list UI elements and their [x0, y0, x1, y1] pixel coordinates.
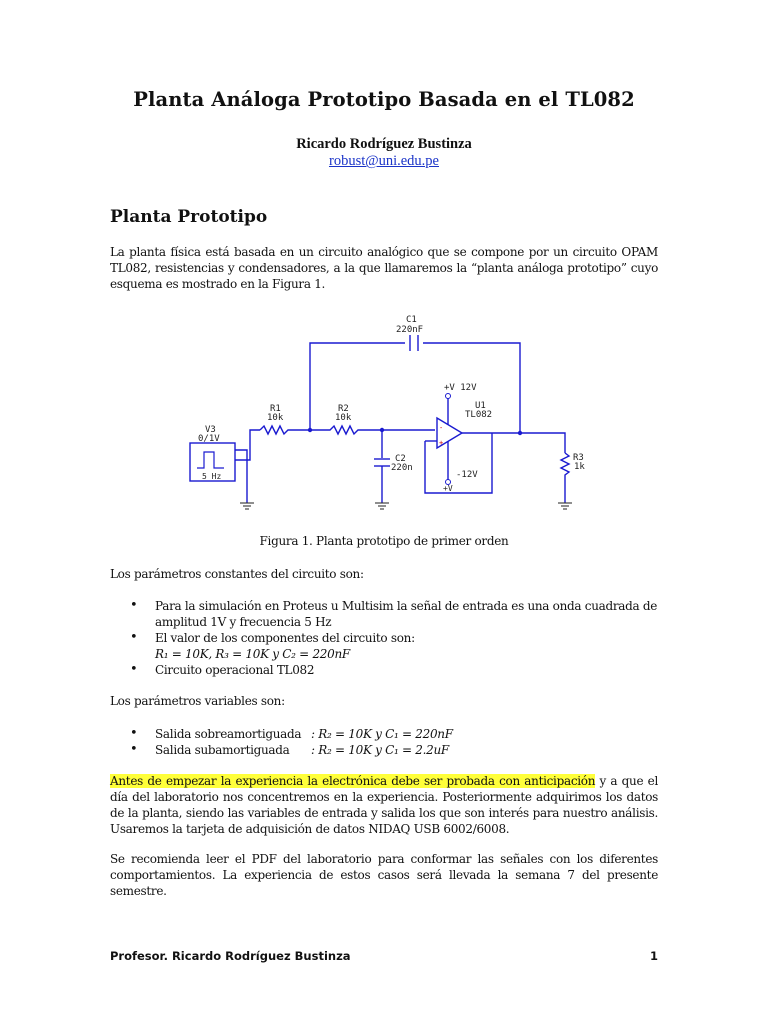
variables-item-2-label: Salida subamortiguada	[155, 743, 290, 757]
intro-paragraph: La planta física está basada en un circuito analógico que se compone por un circuito OPAM TL082, resistencias y condensadores, a la que llamaremos la “planta análoga prototipo” cuyo esquema es mostrado en la Figura 1.	[110, 245, 658, 291]
procedure-paragraph	[110, 773, 658, 837]
v3-value: 0/1V	[198, 434, 220, 444]
list-item	[110, 662, 658, 678]
highlighted-warning: Antes de empezar la experiencia la electrónica debe ser probada con anticipación	[110, 774, 596, 788]
list-item	[110, 726, 658, 742]
v3-frequency: 5 Hz	[202, 472, 222, 481]
list-item	[110, 742, 658, 758]
c1-name: C1	[406, 315, 417, 325]
author-name: Ricardo Rodríguez Bustinza	[296, 136, 472, 152]
r1-name: R1	[270, 404, 281, 414]
vneg-label: -12V	[456, 470, 478, 480]
variables-item-1-math: : R₂ = 10K y C₁ = 220nF	[311, 727, 453, 741]
constants-item-2: El valor de los componentes del circuito son:	[155, 631, 415, 645]
r3-value: 1k	[574, 462, 585, 472]
vneg-symbol: +V	[443, 484, 453, 493]
procedure-paragraph-rest: y a que el día del laboratorio nos concentremos en la experiencia. Posteriormente adquirimos los datos de la planta, siendo las variables de entrada y salida los que son interés para nuestro análisis. Usaremos la tarjeta de adquisición de datos NIDAQ USB 6002/6008.	[110, 774, 659, 836]
author-email-link[interactable]: robust@uni.edu.pe	[328, 153, 439, 169]
page-footer	[110, 949, 658, 963]
constants-item-1: Para la simulación en Proteus u Multisim la señal de entrada es una onda cuadrada de amplitud 1V y frecuencia 5 Hz	[155, 599, 658, 629]
recommendation-paragraph: Se recomienda leer el PDF del laboratorio para conformar las señales con los diferentes comportamientos. La experiencia de estos casos será llevada la semana 7 del presente semestre.	[110, 852, 658, 898]
constants-item-3: Circuito operacional TL082	[155, 663, 315, 677]
c2-value: 220n	[391, 463, 413, 473]
document-title: Planta Análoga Prototipo Basada en el TL082	[133, 88, 635, 111]
circuit-schematic	[180, 308, 600, 523]
variables-item-2-math: : R₂ = 10K y C₁ = 2.2uF	[311, 743, 449, 757]
constants-item-2-math: R₁ = 10K, R₃ = 10K y C₂ = 220nF	[155, 647, 350, 661]
figure-caption: Figura 1. Planta prototipo de primer orden	[259, 534, 509, 548]
svg-text:+: +	[439, 439, 444, 447]
u1-model: TL082	[465, 410, 493, 420]
r1-value: 10k	[267, 413, 284, 423]
positive-supply-terminal	[446, 394, 451, 399]
u1-name: U1	[475, 401, 486, 411]
list-item	[110, 598, 658, 630]
vpos-label: +V 12V	[444, 383, 477, 393]
variables-item-1-label: Salida sobreamortiguada	[155, 727, 302, 741]
constants-list	[110, 598, 658, 678]
c1-value: 220nF	[396, 325, 424, 335]
variables-label: Los parámetros variables son:	[110, 694, 285, 708]
square-wave-icon	[197, 452, 224, 468]
variables-list	[110, 726, 658, 758]
c2-name: C2	[395, 454, 406, 464]
v3-name: V3	[205, 425, 216, 435]
constants-label: Los parámetros constantes del circuito son:	[110, 567, 364, 581]
r3-name: R3	[573, 453, 584, 463]
r2-name: R2	[338, 404, 349, 414]
section-heading: Planta Prototipo	[110, 207, 268, 227]
footer-author: Profesor. Ricardo Rodríguez Bustinza	[110, 949, 351, 963]
svg-text:-: -	[439, 424, 444, 432]
r2-value: 10k	[335, 413, 352, 423]
list-item	[110, 630, 658, 662]
page-number: 1	[649, 949, 658, 963]
